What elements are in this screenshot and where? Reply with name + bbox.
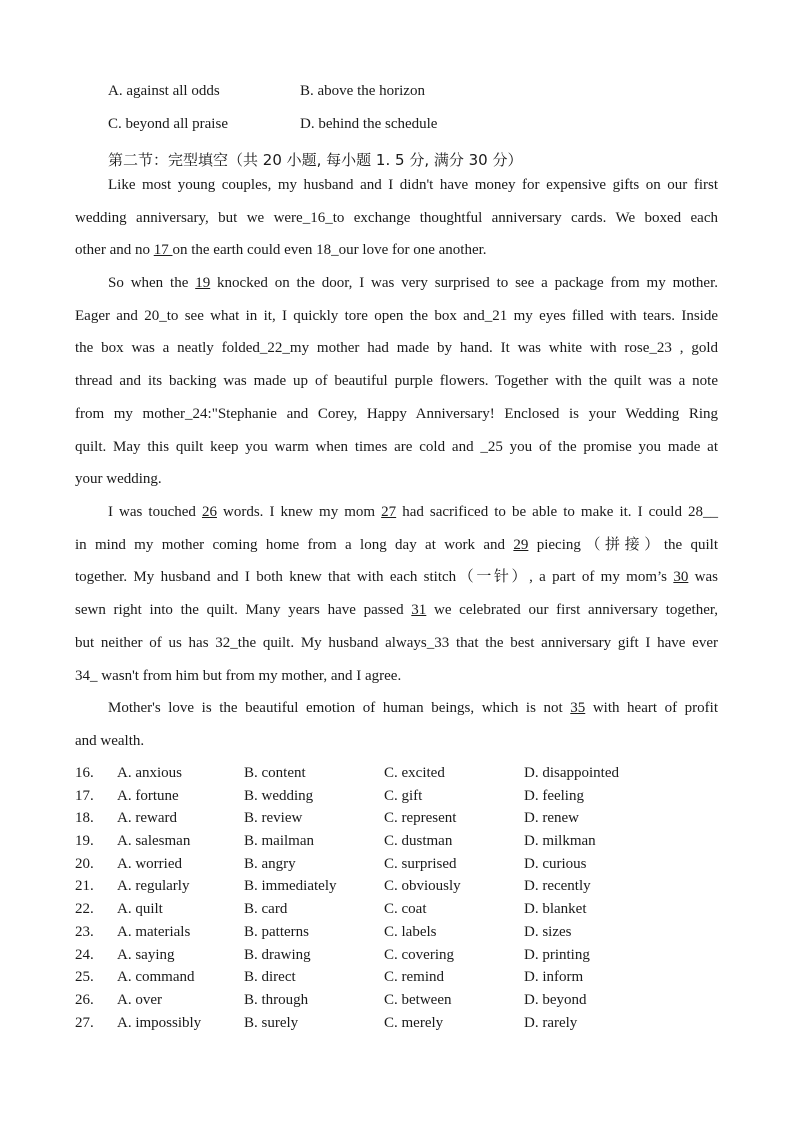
choice-d: D. feeling [524, 787, 584, 804]
choice-b: B. surely [244, 1014, 299, 1031]
choice-a: A. quilt [117, 901, 163, 918]
choice-a: A. regularly [117, 878, 190, 895]
choice-d: D. renew [524, 810, 579, 827]
choice-b: B. patterns [244, 923, 309, 940]
blank-number: 17 [153, 242, 173, 259]
choice-c: C. represent [384, 810, 457, 827]
option-row-2 [108, 116, 438, 133]
passage-line: the box was a neatly folded_22_my mother had made by hand. It was white with rose_23 , gold [75, 340, 718, 357]
choice-d: D. printing [524, 946, 590, 963]
question-number: 16. [75, 765, 94, 781]
choice-b: B. card [244, 901, 288, 918]
choice-d: D. inform [524, 969, 584, 986]
passage-line: but neither of us has 32_the quilt. My husband always_33 that the best anniversary gift I have ever [75, 634, 718, 651]
passage-line [75, 594, 718, 627]
choice-c: C. excited [384, 765, 445, 781]
choice-a: A. over [117, 991, 162, 1008]
choice-c: C. surprised [384, 855, 457, 872]
question-number: 20. [75, 855, 94, 872]
choice-a: A. command [117, 969, 195, 986]
passage-text: sewn right into the quilt. Many years have passed [75, 602, 412, 619]
choice-d: D. blanket [524, 901, 587, 918]
passage-text: was [688, 569, 719, 586]
passage-text: So when the [108, 275, 196, 291]
passage-text: with heart of profit [585, 700, 719, 716]
passage-text: knocked on the door, I was very surprised to see a package from my mother. [210, 275, 718, 291]
question-number: 17. [75, 787, 94, 804]
choice-c: C. labels [384, 923, 437, 940]
choice-d: D. rarely [524, 1014, 578, 1031]
passage-text: together. My husband and I both knew that with each stitch（一针）, a part of my mom’s [75, 569, 674, 586]
choice-b: B. drawing [244, 946, 311, 963]
question-number: 21. [75, 878, 94, 895]
passage-line: your wedding. [75, 471, 162, 488]
choice-b: B. angry [244, 855, 296, 872]
blank-number: 27 [381, 504, 397, 520]
choice-c: C. covering [384, 946, 454, 963]
choice-b: B. review [244, 810, 303, 827]
passage-line: 34_ wasn't from him but from my mother, and I agree. [75, 667, 402, 684]
choice-b: B. wedding [244, 787, 314, 804]
passage-line: Like most young couples, my husband and I didn't have money for expensive gifts on our first [108, 177, 718, 193]
option-c: C. beyond all praise [108, 116, 228, 132]
choice-a: A. reward [117, 810, 177, 827]
passage-text: in mind my mother coming home from a long day at work and [75, 536, 514, 553]
passage-line [75, 234, 718, 267]
choice-a: A. fortune [117, 787, 179, 804]
blank-number: 31 [411, 602, 427, 619]
passage-line: and wealth. [75, 732, 145, 749]
choice-c: C. remind [384, 969, 444, 986]
choice-d: D. recently [524, 878, 591, 895]
passage-line: quilt. May this quilt keep you warm when times are cold and _25 you of the promise you made at [75, 438, 718, 455]
blank-number: 19 [195, 275, 211, 291]
choice-a: A. worried [117, 855, 182, 872]
passage-text: words. I knew my mom [216, 504, 382, 520]
passage-text: had sacrificed to be able to make it. I could 28__ [396, 504, 718, 520]
blank-number: 26 [201, 504, 217, 520]
passage-line [75, 496, 718, 529]
question-number: 22. [75, 901, 94, 918]
choice-b: B. immediately [244, 878, 337, 895]
passage-text: I was touched [108, 504, 202, 520]
question-number: 18. [75, 810, 94, 827]
passage-text: piecing（拼接）the quilt [528, 536, 718, 553]
question-number: 24. [75, 946, 94, 963]
option-a: A. against all odds [108, 83, 220, 99]
choice-a: A. salesman [117, 833, 191, 850]
passage-text: Mother's love is the beautiful emotion of human beings, which is not [108, 700, 571, 716]
section-heading: 第二节：完型填空（共 20 小题, 每小题 1. 5 分, 满分 30 分） [108, 151, 523, 169]
blank-number: 35 [570, 700, 586, 716]
option-d: D. behind the schedule [300, 116, 438, 132]
passage-text: we celebrated our first anniversary together, [426, 602, 719, 619]
choice-d: D. curious [524, 855, 587, 872]
passage-line: Eager and 20_to see what in it, I quickly tore open the box and_21 my eyes filled with tears. Inside [75, 307, 718, 324]
passage-text: on the earth could even 18_our love for one another. [172, 242, 487, 259]
option-row-1 [108, 83, 425, 100]
blank-number: 29 [513, 536, 529, 553]
choice-a: A. saying [117, 946, 175, 963]
choice-c: C. merely [384, 1014, 444, 1031]
passage-line: wedding anniversary, but we were_16_to exchange thoughtful anniversary cards. We boxed each [75, 209, 718, 226]
question-number: 26. [75, 991, 94, 1008]
passage-line [75, 529, 718, 562]
choice-a: A. anxious [117, 765, 182, 781]
choice-c: C. dustman [384, 833, 453, 850]
passage-line [75, 561, 718, 594]
choice-d: D. sizes [524, 923, 572, 940]
passage-line [75, 692, 718, 725]
passage-line: thread and its backing was made up of beautiful purple flowers. Together with the quilt was a note [75, 373, 718, 390]
blank-number: 30 [673, 569, 689, 586]
passage-line [75, 267, 718, 300]
choice-c: C. obviously [384, 878, 461, 895]
choice-a: A. impossibly [117, 1014, 202, 1031]
choice-b: B. through [244, 991, 309, 1008]
choice-a: A. materials [117, 923, 191, 940]
choice-b: B. mailman [244, 833, 314, 850]
passage-text: other and no [75, 242, 154, 259]
question-number: 27. [75, 1014, 94, 1031]
option-b: B. above the horizon [300, 83, 425, 99]
choice-b: B. direct [244, 969, 296, 986]
choice-c: C. gift [384, 787, 423, 804]
question-number: 19. [75, 833, 94, 850]
question-number: 25. [75, 969, 94, 986]
choice-c: C. coat [384, 901, 427, 918]
choice-b: B. content [244, 765, 306, 781]
passage-line: from my mother_24:"Stephanie and Corey, Happy Anniversary! Enclosed is your Wedding Ring [75, 405, 718, 422]
question-number: 23. [75, 923, 94, 940]
choice-d: D. milkman [524, 833, 596, 850]
choice-c: C. between [384, 991, 452, 1008]
choice-d: D. disappointed [524, 765, 619, 781]
choice-d: D. beyond [524, 991, 587, 1008]
